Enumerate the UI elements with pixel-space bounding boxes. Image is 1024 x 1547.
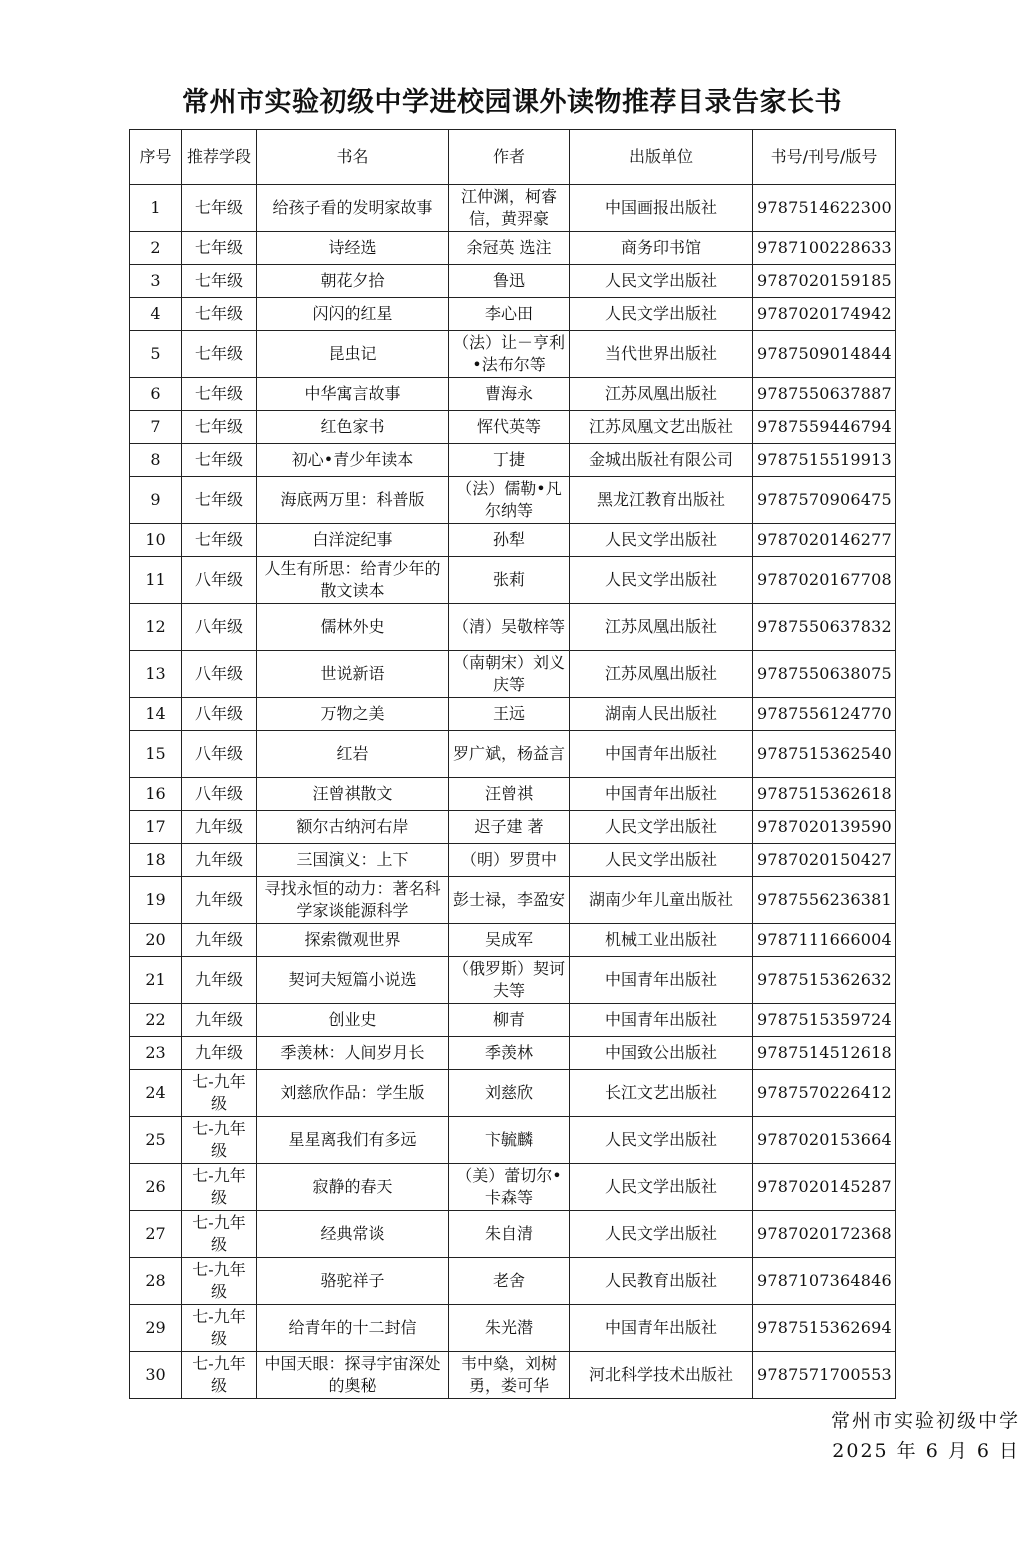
cell-publisher: 江苏凤凰出版社 — [570, 651, 753, 698]
cell-publisher: 湖南少年儿童出版社 — [570, 877, 753, 924]
table-row — [130, 1037, 896, 1070]
cell-grade: 七-九年级 — [182, 1258, 257, 1305]
cell-isbn: 9787550638075 — [753, 651, 896, 698]
cell-author: （明）罗贯中 — [449, 844, 570, 877]
cell-grade: 八年级 — [182, 651, 257, 698]
cell-no: 4 — [130, 298, 182, 331]
cell-no: 5 — [130, 331, 182, 378]
cell-no: 30 — [130, 1352, 182, 1399]
cell-title: 经典常谈 — [257, 1211, 449, 1258]
cell-isbn: 9787570906475 — [753, 477, 896, 524]
cell-author: 朱自清 — [449, 1211, 570, 1258]
cell-title: 万物之美 — [257, 698, 449, 731]
cell-publisher: 江苏凤凰文艺出版社 — [570, 411, 753, 444]
table-row — [130, 1352, 896, 1399]
cell-grade: 七年级 — [182, 444, 257, 477]
cell-grade: 九年级 — [182, 877, 257, 924]
cell-grade: 七-九年级 — [182, 1211, 257, 1258]
cell-author: 曹海永 — [449, 378, 570, 411]
cell-author: 柳青 — [449, 1004, 570, 1037]
cell-title: 星星离我们有多远 — [257, 1117, 449, 1164]
table-header-row — [130, 130, 896, 185]
cell-title: 中国天眼：探寻宇宙深处的奥秘 — [257, 1352, 449, 1399]
cell-publisher: 人民文学出版社 — [570, 1211, 753, 1258]
cell-isbn: 9787514622300 — [753, 185, 896, 232]
cell-no: 8 — [130, 444, 182, 477]
cell-author: （俄罗斯）契诃夫等 — [449, 957, 570, 1004]
table-row — [130, 1164, 896, 1211]
cell-author: （法）让－亨利•法布尔等 — [449, 331, 570, 378]
cell-no: 23 — [130, 1037, 182, 1070]
cell-isbn: 9787570226412 — [753, 1070, 896, 1117]
cell-title: 白洋淀纪事 — [257, 524, 449, 557]
cell-title: 红色家书 — [257, 411, 449, 444]
cell-no: 24 — [130, 1070, 182, 1117]
cell-grade: 七-九年级 — [182, 1352, 257, 1399]
cell-no: 25 — [130, 1117, 182, 1164]
table-row — [130, 378, 896, 411]
cell-title: 汪曾祺散文 — [257, 778, 449, 811]
table-row — [130, 1305, 896, 1352]
cell-publisher: 中国画报出版社 — [570, 185, 753, 232]
table-row — [130, 698, 896, 731]
cell-isbn: 9787020172368 — [753, 1211, 896, 1258]
cell-author: （南朝宋）刘义庆等 — [449, 651, 570, 698]
cell-title: 季羡林：人间岁月长 — [257, 1037, 449, 1070]
cell-isbn: 9787515362540 — [753, 731, 896, 778]
cell-isbn: 9787020167708 — [753, 557, 896, 604]
cell-no: 2 — [130, 232, 182, 265]
cell-author: 季羡林 — [449, 1037, 570, 1070]
cell-publisher: 中国青年出版社 — [570, 731, 753, 778]
cell-isbn: 9787020146277 — [753, 524, 896, 557]
cell-author: 老舍 — [449, 1258, 570, 1305]
table-row — [130, 1070, 896, 1117]
cell-isbn: 9787107364846 — [753, 1258, 896, 1305]
cell-grade: 七-九年级 — [182, 1070, 257, 1117]
table-row — [130, 811, 896, 844]
header-isbn: 书号/刊号/版号 — [753, 130, 896, 185]
cell-no: 15 — [130, 731, 182, 778]
cell-publisher: 人民文学出版社 — [570, 1117, 753, 1164]
cell-no: 6 — [130, 378, 182, 411]
footer-org: 常州市实验初级中学 — [830, 1410, 1020, 1432]
cell-title: 世说新语 — [257, 651, 449, 698]
reading-list-table — [129, 129, 896, 1399]
cell-grade: 七年级 — [182, 265, 257, 298]
cell-title: 红岩 — [257, 731, 449, 778]
cell-title: 昆虫记 — [257, 331, 449, 378]
cell-no: 18 — [130, 844, 182, 877]
cell-no: 29 — [130, 1305, 182, 1352]
cell-title: 创业史 — [257, 1004, 449, 1037]
footer — [831, 1406, 1020, 1466]
cell-publisher: 人民文学出版社 — [570, 298, 753, 331]
cell-title: 人生有所思：给青少年的散文读本 — [257, 557, 449, 604]
cell-publisher: 江苏凤凰出版社 — [570, 604, 753, 651]
cell-author: 卞毓麟 — [449, 1117, 570, 1164]
table-row — [130, 924, 896, 957]
cell-grade: 七年级 — [182, 378, 257, 411]
cell-grade: 九年级 — [182, 924, 257, 957]
cell-grade: 九年级 — [182, 1037, 257, 1070]
table-row — [130, 331, 896, 378]
header-grade: 推荐学段 — [182, 130, 257, 185]
cell-grade: 七年级 — [182, 185, 257, 232]
cell-title: 闪闪的红星 — [257, 298, 449, 331]
cell-title: 诗经选 — [257, 232, 449, 265]
cell-grade: 七-九年级 — [182, 1164, 257, 1211]
table-row — [130, 477, 896, 524]
cell-no: 14 — [130, 698, 182, 731]
cell-title: 朝花夕拾 — [257, 265, 449, 298]
cell-author: 刘慈欣 — [449, 1070, 570, 1117]
cell-author: 吴成军 — [449, 924, 570, 957]
table-row — [130, 524, 896, 557]
cell-no: 20 — [130, 924, 182, 957]
cell-title: 儒林外史 — [257, 604, 449, 651]
cell-isbn: 9787020159185 — [753, 265, 896, 298]
cell-isbn: 9787020174942 — [753, 298, 896, 331]
cell-grade: 七年级 — [182, 411, 257, 444]
cell-isbn: 9787020150427 — [753, 844, 896, 877]
cell-grade: 八年级 — [182, 698, 257, 731]
table-row — [130, 604, 896, 651]
cell-author: （法）儒勒•凡尔纳等 — [449, 477, 570, 524]
header-author: 作者 — [449, 130, 570, 185]
cell-grade: 九年级 — [182, 844, 257, 877]
table-row — [130, 1004, 896, 1037]
cell-title: 中华寓言故事 — [257, 378, 449, 411]
cell-publisher: 机械工业出版社 — [570, 924, 753, 957]
cell-isbn: 9787515519913 — [753, 444, 896, 477]
cell-publisher: 人民教育出版社 — [570, 1258, 753, 1305]
cell-isbn: 9787514512618 — [753, 1037, 896, 1070]
cell-title: 额尔古纳河右岸 — [257, 811, 449, 844]
cell-author: 彭士禄，李盈安 — [449, 877, 570, 924]
cell-grade: 九年级 — [182, 957, 257, 1004]
cell-publisher: 人民文学出版社 — [570, 557, 753, 604]
cell-no: 19 — [130, 877, 182, 924]
cell-author: 王远 — [449, 698, 570, 731]
table-row — [130, 778, 896, 811]
cell-grade: 八年级 — [182, 557, 257, 604]
cell-no: 10 — [130, 524, 182, 557]
cell-author: 韦中燊，刘树勇，娄可华 — [449, 1352, 570, 1399]
cell-no: 17 — [130, 811, 182, 844]
table-row — [130, 411, 896, 444]
cell-no: 28 — [130, 1258, 182, 1305]
cell-isbn: 9787550637832 — [753, 604, 896, 651]
cell-isbn: 9787020145287 — [753, 1164, 896, 1211]
cell-publisher: 人民文学出版社 — [570, 844, 753, 877]
cell-isbn: 9787111666004 — [753, 924, 896, 957]
cell-no: 3 — [130, 265, 182, 298]
cell-author: 罗广斌，杨益言 — [449, 731, 570, 778]
cell-publisher: 中国致公出版社 — [570, 1037, 753, 1070]
cell-author: 余冠英 选注 — [449, 232, 570, 265]
table-row — [130, 185, 896, 232]
header-no: 序号 — [130, 130, 182, 185]
cell-no: 11 — [130, 557, 182, 604]
cell-grade: 八年级 — [182, 731, 257, 778]
cell-no: 22 — [130, 1004, 182, 1037]
cell-grade: 七年级 — [182, 331, 257, 378]
cell-isbn: 9787556124770 — [753, 698, 896, 731]
cell-grade: 八年级 — [182, 604, 257, 651]
cell-isbn: 9787100228633 — [753, 232, 896, 265]
table-row — [130, 265, 896, 298]
cell-publisher: 当代世界出版社 — [570, 331, 753, 378]
page-title: 常州市实验初级中学进校园课外读物推荐目录告家长书 — [182, 87, 842, 118]
cell-isbn: 9787020153664 — [753, 1117, 896, 1164]
table-row — [130, 444, 896, 477]
cell-title: 寂静的春天 — [257, 1164, 449, 1211]
cell-isbn: 9787515362618 — [753, 778, 896, 811]
cell-isbn: 9787515362632 — [753, 957, 896, 1004]
cell-grade: 七年级 — [182, 477, 257, 524]
table-row — [130, 957, 896, 1004]
cell-title: 骆驼祥子 — [257, 1258, 449, 1305]
cell-no: 9 — [130, 477, 182, 524]
table-row — [130, 232, 896, 265]
cell-publisher: 人民文学出版社 — [570, 811, 753, 844]
cell-author: （清）吴敬梓等 — [449, 604, 570, 651]
cell-publisher: 人民文学出版社 — [570, 1164, 753, 1211]
header-title: 书名 — [257, 130, 449, 185]
cell-publisher: 人民文学出版社 — [570, 265, 753, 298]
cell-author: 汪曾祺 — [449, 778, 570, 811]
table-row — [130, 651, 896, 698]
cell-isbn: 9787550637887 — [753, 378, 896, 411]
cell-grade: 九年级 — [182, 811, 257, 844]
cell-title: 给孩子看的发明家故事 — [257, 185, 449, 232]
table-row — [130, 298, 896, 331]
cell-title: 海底两万里：科普版 — [257, 477, 449, 524]
cell-author: 江仲渊，柯睿信，黄羿豪 — [449, 185, 570, 232]
cell-no: 7 — [130, 411, 182, 444]
cell-author: 迟子建 著 — [449, 811, 570, 844]
table-row — [130, 877, 896, 924]
cell-isbn: 9787559446794 — [753, 411, 896, 444]
cell-publisher: 中国青年出版社 — [570, 1004, 753, 1037]
cell-publisher: 长江文艺出版社 — [570, 1070, 753, 1117]
cell-title: 三国演义：上下 — [257, 844, 449, 877]
cell-title: 刘慈欣作品：学生版 — [257, 1070, 449, 1117]
cell-grade: 七-九年级 — [182, 1117, 257, 1164]
table-row — [130, 844, 896, 877]
footer-date: 2025 年 6 月 6 日 — [832, 1440, 1020, 1462]
table-row — [130, 1117, 896, 1164]
cell-publisher: 金城出版社有限公司 — [570, 444, 753, 477]
cell-author: 张莉 — [449, 557, 570, 604]
cell-no: 26 — [130, 1164, 182, 1211]
cell-publisher: 河北科学技术出版社 — [570, 1352, 753, 1399]
cell-isbn: 9787556236381 — [753, 877, 896, 924]
cell-publisher: 江苏凤凰出版社 — [570, 378, 753, 411]
cell-title: 契诃夫短篇小说选 — [257, 957, 449, 1004]
cell-isbn: 9787509014844 — [753, 331, 896, 378]
table-row — [130, 1211, 896, 1258]
header-publisher: 出版单位 — [570, 130, 753, 185]
cell-grade: 七年级 — [182, 298, 257, 331]
cell-grade: 七年级 — [182, 524, 257, 557]
cell-title: 探索微观世界 — [257, 924, 449, 957]
cell-no: 21 — [130, 957, 182, 1004]
cell-no: 16 — [130, 778, 182, 811]
cell-publisher: 中国青年出版社 — [570, 957, 753, 1004]
cell-title: 寻找永恒的动力：著名科学家谈能源科学 — [257, 877, 449, 924]
cell-grade: 七-九年级 — [182, 1305, 257, 1352]
table-row — [130, 731, 896, 778]
cell-isbn: 9787020139590 — [753, 811, 896, 844]
cell-author: 孙犁 — [449, 524, 570, 557]
cell-title: 给青年的十二封信 — [257, 1305, 449, 1352]
cell-title: 初心•青少年读本 — [257, 444, 449, 477]
cell-publisher: 黑龙江教育出版社 — [570, 477, 753, 524]
cell-publisher: 湖南人民出版社 — [570, 698, 753, 731]
cell-publisher: 中国青年出版社 — [570, 778, 753, 811]
cell-no: 27 — [130, 1211, 182, 1258]
cell-isbn: 9787571700553 — [753, 1352, 896, 1399]
cell-author: （美）蕾切尔•卡森等 — [449, 1164, 570, 1211]
cell-publisher: 商务印书馆 — [570, 232, 753, 265]
cell-isbn: 9787515359724 — [753, 1004, 896, 1037]
cell-grade: 七年级 — [182, 232, 257, 265]
cell-author: 丁捷 — [449, 444, 570, 477]
cell-grade: 八年级 — [182, 778, 257, 811]
table-row — [130, 1258, 896, 1305]
cell-publisher: 人民文学出版社 — [570, 524, 753, 557]
table-row — [130, 557, 896, 604]
cell-isbn: 9787515362694 — [753, 1305, 896, 1352]
cell-no: 1 — [130, 185, 182, 232]
cell-publisher: 中国青年出版社 — [570, 1305, 753, 1352]
cell-author: 朱光潜 — [449, 1305, 570, 1352]
cell-grade: 九年级 — [182, 1004, 257, 1037]
cell-no: 13 — [130, 651, 182, 698]
cell-no: 12 — [130, 604, 182, 651]
cell-author: 鲁迅 — [449, 265, 570, 298]
cell-author: 李心田 — [449, 298, 570, 331]
cell-author: 恽代英等 — [449, 411, 570, 444]
